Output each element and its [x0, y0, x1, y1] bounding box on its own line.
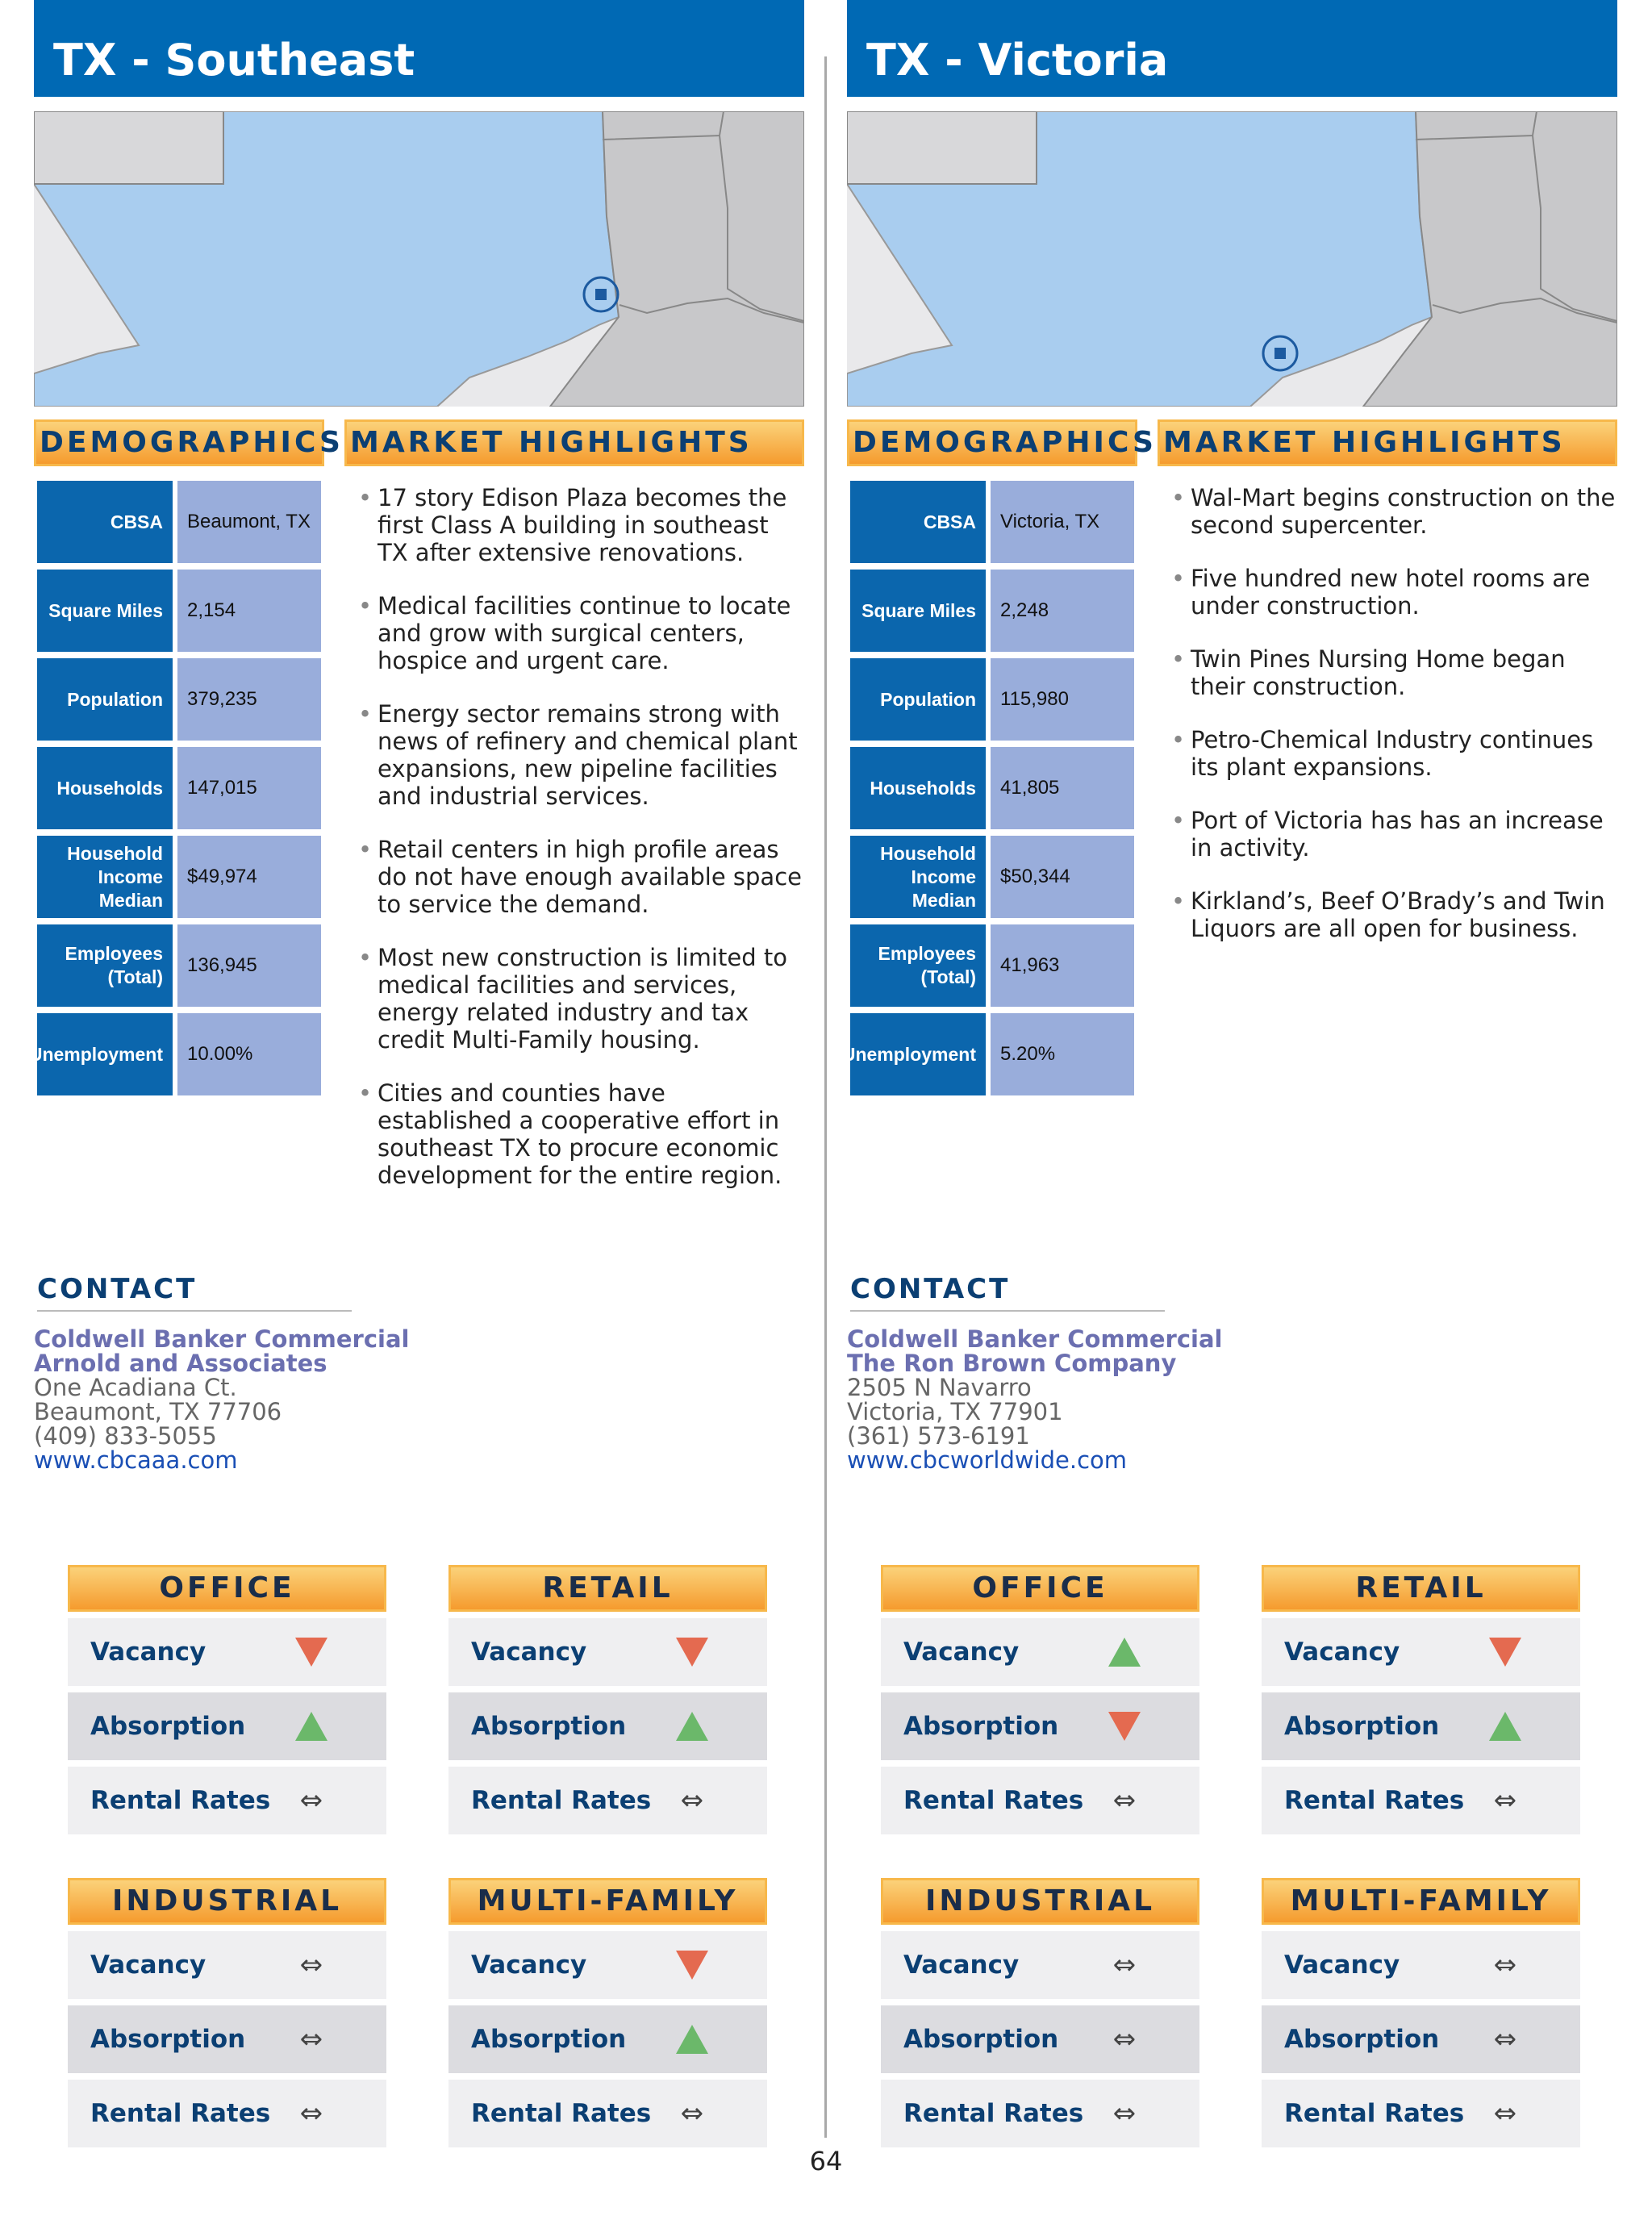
- demo-row-cbsa: [37, 481, 324, 563]
- indicator-row: [881, 1618, 1199, 1686]
- indicator-label: Vacancy: [471, 1951, 587, 1980]
- indicator-label: Rental Rates: [471, 1786, 652, 1815]
- demo-label: Population: [850, 658, 986, 741]
- panel-retail: [1262, 1565, 1580, 1834]
- panel-heading: RETAIL: [1262, 1565, 1580, 1612]
- indicator-label: Absorption: [903, 1712, 1059, 1741]
- panel-industrial: [881, 1878, 1199, 2147]
- indicator-label: Vacancy: [90, 1638, 206, 1667]
- demo-value: $50,344: [991, 836, 1134, 918]
- trend-flat-arrow-icon: ⇔: [1493, 2023, 1517, 2055]
- indicator-row: [68, 2080, 386, 2147]
- trend-flat-arrow-icon: ⇔: [1493, 1949, 1517, 1981]
- contact-heading: CONTACT: [37, 1273, 352, 1312]
- panel-heading: INDUSTRIAL: [68, 1878, 386, 1925]
- contact-block: [34, 1327, 410, 1472]
- trend-down-arrow-icon: [674, 1634, 710, 1670]
- indicator-row: [1262, 1931, 1580, 1999]
- market-highlights-list: [1170, 484, 1617, 968]
- indicator-row: [68, 1767, 386, 1834]
- indicator-row: [448, 1767, 767, 1834]
- panel-heading: MULTI-FAMILY: [448, 1878, 767, 1925]
- market-highlights-heading: MARKET HIGHLIGHTS: [1158, 419, 1617, 466]
- highlight-item: • Five hundred new hotel rooms are under construction.: [1170, 565, 1617, 620]
- demographics-table: [841, 481, 1137, 1102]
- indicator-row: [1262, 1692, 1580, 1760]
- panel-industrial: [68, 1878, 386, 2147]
- panel-multi-family: [1262, 1878, 1580, 2147]
- region-title: TX - Southeast: [34, 0, 804, 97]
- indicator-label: Vacancy: [471, 1638, 587, 1667]
- demo-value: Victoria, TX: [991, 481, 1134, 563]
- highlight-item: • Most new construction is limited to medical facilities and services, energy related industry and tax credit Multi-Family housing.: [357, 944, 804, 1054]
- contact-website-link[interactable]: www.cbcaaa.com: [34, 1446, 238, 1474]
- demo-row-square-miles: [850, 570, 1137, 652]
- contact-address2: Victoria, TX 77901: [847, 1398, 1063, 1425]
- trend-down-arrow-icon: [294, 1634, 329, 1670]
- contact-firm-line2: The Ron Brown Company: [847, 1350, 1177, 1377]
- highlight-item: • Petro-Chemical Industry continues its plant expansions.: [1170, 726, 1617, 781]
- demo-label: Employees (Total): [37, 924, 173, 1007]
- demo-value: 41,805: [991, 747, 1134, 829]
- indicator-row: [1262, 1767, 1580, 1834]
- indicator-label: Absorption: [471, 2025, 627, 2054]
- panel-multi-family: [448, 1878, 767, 2147]
- demo-label: Square Miles: [37, 570, 173, 652]
- indicator-row: [448, 1931, 767, 1999]
- region-title: TX - Victoria: [847, 0, 1617, 97]
- contact-address1: One Acadiana Ct.: [34, 1374, 237, 1401]
- demo-row-population: [37, 658, 324, 741]
- highlight-item: • 17 story Edison Plaza becomes the first Class A building in southeast TX after extensive renovations.: [357, 484, 804, 566]
- demo-label: Square Miles: [850, 570, 986, 652]
- region-map: [34, 111, 804, 407]
- panel-retail: [448, 1565, 767, 1834]
- indicator-row: [448, 1692, 767, 1760]
- trend-down-arrow-icon: [1107, 1709, 1142, 1744]
- indicator-row: [68, 1618, 386, 1686]
- indicator-label: Absorption: [903, 2025, 1059, 2054]
- demo-label: Unemployment: [850, 1013, 986, 1095]
- trend-flat-arrow-icon: ⇔: [299, 1784, 323, 1817]
- region-victoria: [841, 0, 1617, 2220]
- trend-up-arrow-icon: [674, 1709, 710, 1744]
- trend-up-arrow-icon: [1487, 1709, 1523, 1744]
- demo-label: Household Income Median: [37, 836, 173, 918]
- demo-label: Population: [37, 658, 173, 741]
- demo-row-population: [850, 658, 1137, 741]
- indicator-label: Rental Rates: [471, 2099, 652, 2128]
- indicator-label: Rental Rates: [1284, 2099, 1465, 2128]
- indicator-row: [68, 2005, 386, 2073]
- highlight-item: • Twin Pines Nursing Home began their construction.: [1170, 645, 1617, 700]
- panel-office: [881, 1565, 1199, 1834]
- demo-label: Households: [37, 747, 173, 829]
- trend-flat-arrow-icon: ⇔: [1493, 2097, 1517, 2130]
- texas-map-graphic: [847, 111, 1617, 407]
- texas-map-graphic: [34, 111, 804, 407]
- column-divider: [824, 56, 827, 2138]
- demo-row-households: [37, 747, 324, 829]
- contact-address1: 2505 N Navarro: [847, 1374, 1032, 1401]
- trend-down-arrow-icon: [1487, 1634, 1523, 1670]
- indicator-label: Absorption: [1284, 1712, 1440, 1741]
- indicator-label: Rental Rates: [903, 2099, 1084, 2128]
- contact-firm-line2: Arnold and Associates: [34, 1350, 327, 1377]
- demographics-heading: DEMOGRAPHICS: [847, 419, 1137, 466]
- indicator-label: Rental Rates: [903, 1786, 1084, 1815]
- contact-heading: CONTACT: [850, 1273, 1165, 1312]
- indicator-label: Rental Rates: [90, 1786, 271, 1815]
- indicator-row: [881, 1692, 1199, 1760]
- highlight-item: • Kirkland’s, Beef O’Brady’s and Twin Liquors are all open for business.: [1170, 887, 1617, 942]
- highlight-item: • Cities and counties have established a cooperative effort in southeast TX to procure economic development for the entire region.: [357, 1079, 804, 1189]
- demo-label: Households: [850, 747, 986, 829]
- demo-row-income: [850, 836, 1137, 918]
- page-number: 64: [809, 2146, 843, 2176]
- indicator-label: Rental Rates: [90, 2099, 271, 2128]
- indicator-row: [68, 1692, 386, 1760]
- trend-flat-arrow-icon: ⇔: [1112, 1784, 1137, 1817]
- trend-flat-arrow-icon: ⇔: [1112, 1949, 1137, 1981]
- demo-row-cbsa: [850, 481, 1137, 563]
- contact-block: [847, 1327, 1223, 1472]
- demo-row-unemployment: [841, 1013, 1137, 1095]
- demo-label: Employees (Total): [850, 924, 986, 1007]
- demographics-table: [28, 481, 324, 1102]
- contact-website-link[interactable]: www.cbcworldwide.com: [847, 1446, 1128, 1474]
- region-southeast: [28, 0, 804, 2220]
- demo-value: 2,248: [991, 570, 1134, 652]
- demo-value: 10.00%: [177, 1013, 321, 1095]
- demo-row-households: [850, 747, 1137, 829]
- demo-value: 136,945: [177, 924, 321, 1007]
- trend-down-arrow-icon: [674, 1947, 710, 1983]
- contact-phone: (361) 573-6191: [847, 1422, 1030, 1450]
- indicator-row: [448, 2005, 767, 2073]
- panel-heading: RETAIL: [448, 1565, 767, 1612]
- panel-heading: OFFICE: [881, 1565, 1199, 1612]
- demo-value: Beaumont, TX: [177, 481, 321, 563]
- indicator-label: Absorption: [1284, 2025, 1440, 2054]
- trend-flat-arrow-icon: ⇔: [299, 2097, 323, 2130]
- indicator-row: [448, 1618, 767, 1686]
- indicator-row: [448, 2080, 767, 2147]
- indicator-label: Absorption: [471, 1712, 627, 1741]
- indicator-label: Vacancy: [903, 1638, 1020, 1667]
- demo-label: CBSA: [37, 481, 173, 563]
- trend-up-arrow-icon: [1107, 1634, 1142, 1670]
- demo-label: Unemployment: [37, 1013, 173, 1095]
- highlight-item: • Retail centers in high profile areas do not have enough available space to service the demand.: [357, 836, 804, 918]
- trend-flat-arrow-icon: ⇔: [299, 2023, 323, 2055]
- demo-label: Household Income Median: [850, 836, 986, 918]
- demo-value: 2,154: [177, 570, 321, 652]
- demo-value: 147,015: [177, 747, 321, 829]
- indicator-label: Vacancy: [90, 1951, 206, 1980]
- demo-value: 379,235: [177, 658, 321, 741]
- indicator-row: [1262, 1618, 1580, 1686]
- trend-up-arrow-icon: [674, 2022, 710, 2057]
- demo-row-income: [37, 836, 324, 918]
- indicator-label: Absorption: [90, 2025, 246, 2054]
- indicator-label: Vacancy: [903, 1951, 1020, 1980]
- panel-heading: OFFICE: [68, 1565, 386, 1612]
- demo-row-employees: [850, 924, 1137, 1007]
- market-highlights-heading: MARKET HIGHLIGHTS: [344, 419, 804, 466]
- indicator-row: [881, 1767, 1199, 1834]
- indicator-label: Rental Rates: [1284, 1786, 1465, 1815]
- demo-label: CBSA: [850, 481, 986, 563]
- indicator-row: [1262, 2080, 1580, 2147]
- demographics-heading: DEMOGRAPHICS: [34, 419, 324, 466]
- indicator-row: [1262, 2005, 1580, 2073]
- indicator-label: Vacancy: [1284, 1638, 1400, 1667]
- indicator-row: [881, 1931, 1199, 1999]
- trend-flat-arrow-icon: ⇔: [680, 2097, 704, 2130]
- highlight-item: • Port of Victoria has has an increase in activity.: [1170, 807, 1617, 862]
- trend-flat-arrow-icon: ⇔: [1112, 2097, 1137, 2130]
- indicator-row: [881, 2080, 1199, 2147]
- panel-office: [68, 1565, 386, 1834]
- demo-row-unemployment: [28, 1013, 324, 1095]
- panel-heading: MULTI-FAMILY: [1262, 1878, 1580, 1925]
- trend-flat-arrow-icon: ⇔: [1493, 1784, 1517, 1817]
- trend-flat-arrow-icon: ⇔: [680, 1784, 704, 1817]
- indicator-row: [881, 2005, 1199, 2073]
- contact-firm-line1: Coldwell Banker Commercial: [34, 1325, 410, 1353]
- indicator-label: Vacancy: [1284, 1951, 1400, 1980]
- demo-row-employees: [37, 924, 324, 1007]
- demo-value: 41,963: [991, 924, 1134, 1007]
- panel-heading: INDUSTRIAL: [881, 1878, 1199, 1925]
- highlight-item: • Medical facilities continue to locate and grow with surgical centers, hospice and urgent care.: [357, 592, 804, 674]
- demo-row-square-miles: [37, 570, 324, 652]
- region-map: [847, 111, 1617, 407]
- trend-up-arrow-icon: [294, 1709, 329, 1744]
- highlight-item: • Wal-Mart begins construction on the second supercenter.: [1170, 484, 1617, 539]
- indicator-row: [68, 1931, 386, 1999]
- contact-phone: (409) 833-5055: [34, 1422, 217, 1450]
- demo-value: 5.20%: [991, 1013, 1134, 1095]
- indicator-label: Absorption: [90, 1712, 246, 1741]
- demo-value: 115,980: [991, 658, 1134, 741]
- demo-value: $49,974: [177, 836, 321, 918]
- trend-flat-arrow-icon: ⇔: [1112, 2023, 1137, 2055]
- trend-flat-arrow-icon: ⇔: [299, 1949, 323, 1981]
- market-highlights-list: [357, 484, 804, 1215]
- contact-firm-line1: Coldwell Banker Commercial: [847, 1325, 1223, 1353]
- contact-address2: Beaumont, TX 77706: [34, 1398, 282, 1425]
- highlight-item: • Energy sector remains strong with news of refinery and chemical plant expansions, new pipeline facilities and industrial services.: [357, 700, 804, 810]
